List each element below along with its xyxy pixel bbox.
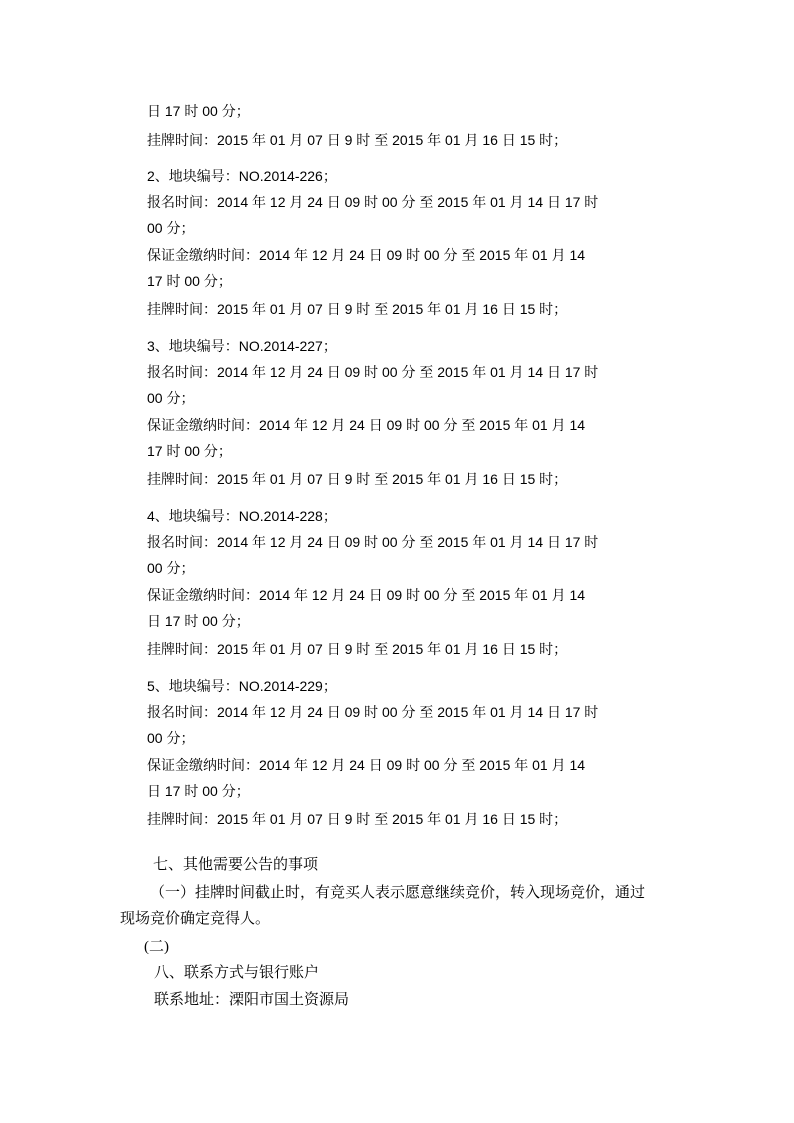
text-line: (二) bbox=[144, 939, 169, 955]
text-line: 保证金缴纳时间：2014 年 12 月 24 日 09 时 00 分 至 2015 年 01 月 14 bbox=[147, 757, 586, 773]
text-line: 17 时 00 分； bbox=[147, 443, 232, 459]
text-line: 挂牌时间：2015 年 01 月 07 日 9 时 至 2015 年 01 月 16 日 15 时； bbox=[147, 132, 568, 148]
text-line: 保证金缴纳时间：2014 年 12 月 24 日 09 时 00 分 至 2015 年 01 月 14 bbox=[147, 587, 586, 603]
text-line: 挂牌时间：2015 年 01 月 07 日 9 时 至 2015 年 01 月 16 日 15 时； bbox=[147, 471, 568, 487]
text-line: 00 分； bbox=[147, 390, 195, 406]
text-line: 挂牌时间：2015 年 01 月 07 日 9 时 至 2015 年 01 月 16 日 15 时； bbox=[147, 641, 568, 657]
text-line: 00 分； bbox=[147, 560, 195, 576]
section-heading: 5、地块编号：NO.2014-229； bbox=[147, 678, 337, 694]
text-line: 报名时间：2014 年 12 月 24 日 09 时 00 分 至 2015 年 01 月 14 日 17 时 bbox=[147, 534, 599, 550]
section-heading: 八、联系方式与银行账户 bbox=[154, 965, 320, 981]
text-line: 日 17 时 00 分； bbox=[147, 103, 250, 119]
text-line: 00 分； bbox=[147, 730, 195, 746]
text-line: （一）挂牌时间截止时，有竞买人表示愿意继续竞价，转入现场竞价，通过 bbox=[150, 885, 646, 901]
text-line: 日 17 时 00 分； bbox=[147, 783, 250, 799]
section-heading: 七、其他需要公告的事项 bbox=[153, 857, 319, 873]
section-heading: 4、地块编号：NO.2014-228； bbox=[147, 508, 337, 524]
text-line: 保证金缴纳时间：2014 年 12 月 24 日 09 时 00 分 至 2015 年 01 月 14 bbox=[147, 417, 586, 433]
text-line: 报名时间：2014 年 12 月 24 日 09 时 00 分 至 2015 年 01 月 14 日 17 时 bbox=[147, 704, 599, 720]
text-line: 17 时 00 分； bbox=[147, 273, 232, 289]
text-line: 日 17 时 00 分； bbox=[147, 613, 250, 629]
text-line: 挂牌时间：2015 年 01 月 07 日 9 时 至 2015 年 01 月 16 日 15 时； bbox=[147, 301, 568, 317]
section-heading: 3、地块编号：NO.2014-227； bbox=[147, 338, 337, 354]
text-line: 挂牌时间：2015 年 01 月 07 日 9 时 至 2015 年 01 月 16 日 15 时； bbox=[147, 811, 568, 827]
text-line: 联系地址：溧阳市国土资源局 bbox=[154, 992, 350, 1008]
section-heading: 2、地块编号：NO.2014-226； bbox=[147, 168, 337, 184]
text-line: 保证金缴纳时间：2014 年 12 月 24 日 09 时 00 分 至 2015 年 01 月 14 bbox=[147, 247, 586, 263]
text-line: 报名时间：2014 年 12 月 24 日 09 时 00 分 至 2015 年 01 月 14 日 17 时 bbox=[147, 194, 599, 210]
text-line: 00 分； bbox=[147, 220, 195, 236]
text-line: 现场竞价确定竞得人。 bbox=[120, 911, 271, 927]
text-line: 报名时间：2014 年 12 月 24 日 09 时 00 分 至 2015 年 01 月 14 日 17 时 bbox=[147, 364, 599, 380]
